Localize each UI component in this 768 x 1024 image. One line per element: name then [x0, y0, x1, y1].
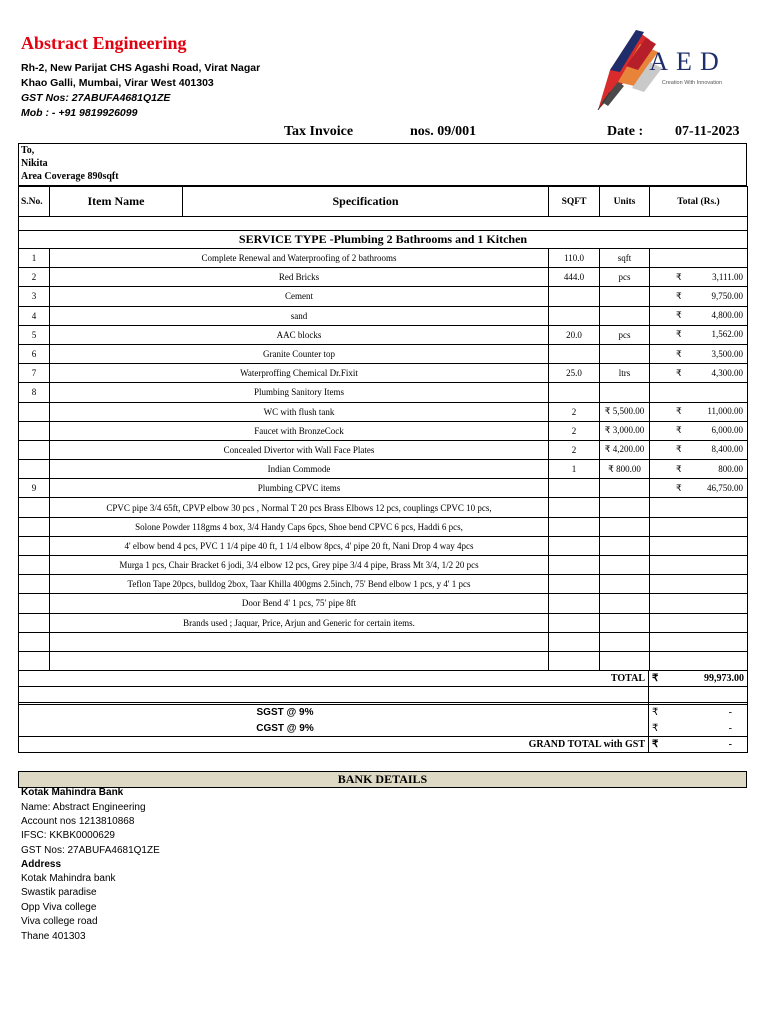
- rupee-symbol: ₹: [652, 673, 659, 684]
- total-row: [19, 671, 748, 687]
- account-name: Name: Abstract Engineering: [21, 802, 146, 813]
- cell-description: WC with flush tank: [50, 402, 549, 421]
- table-row: [19, 556, 748, 575]
- rupee-symbol: ₹: [676, 271, 682, 282]
- cell-qty: 1: [549, 460, 600, 479]
- cell-sno: 3: [19, 287, 50, 306]
- cell-units: [600, 613, 650, 632]
- table-row: [19, 575, 748, 594]
- total-amount: 6,000.00: [711, 425, 743, 436]
- cell-description: Murga 1 pcs, Chair Bracket 6 jodi, 3/4 elbow 12 pcs, Grey pipe 3/4 4 pipe, Brass Mt 3/4, 1/2 20 pcs: [50, 556, 549, 575]
- rupee-symbol: ₹: [676, 367, 682, 378]
- cell-units: ₹ 3,000.00: [600, 421, 650, 440]
- cell-qty: [549, 517, 600, 536]
- cell-units: [600, 479, 650, 498]
- table-row: [19, 383, 748, 402]
- cell-qty: [549, 632, 600, 651]
- header-item-name: Item Name: [50, 187, 183, 217]
- cell-total: [650, 517, 748, 536]
- cell-qty: 2: [549, 440, 600, 459]
- cell-total: [650, 594, 748, 613]
- cell-description: Teflon Tape 20pcs, bulldog 2box, Taar Khilla 400gms 2.5inch, 75' Bend elbow 1 pcs, y 4' 1 pcs: [50, 575, 549, 594]
- cell-sno: [19, 575, 50, 594]
- cell-sno: 8: [19, 383, 50, 402]
- grand-total-value: -: [728, 739, 732, 750]
- cell-units: [600, 632, 650, 651]
- cell-total: [650, 575, 748, 594]
- cell-description: Solone Powder 118gms 4 box, 3/4 Handy Caps 6pcs, Shoe bend CPVC 6 pcs, Haddi 6 pcs,: [50, 517, 549, 536]
- table-row: [19, 402, 748, 421]
- company-logo: [588, 22, 748, 114]
- cell-sno: [19, 421, 50, 440]
- spacer-row: [19, 217, 748, 231]
- invoice-title: Tax Invoice: [284, 124, 354, 139]
- cell-total: [650, 402, 748, 421]
- header-sqft: SQFT: [549, 187, 600, 217]
- items-table: [18, 186, 748, 671]
- rupee-symbol: ₹: [652, 722, 659, 734]
- bank-address-line: Thane 401303: [21, 931, 86, 942]
- bank-gst: GST Nos: 27ABUFA4681Q1ZE: [21, 845, 160, 856]
- service-type-row: [19, 231, 748, 249]
- cell-description: Red Bricks: [50, 268, 549, 287]
- table-row: [19, 268, 748, 287]
- sgst-row: [19, 705, 748, 721]
- total-amount: 3,500.00: [711, 348, 743, 359]
- total-amount: 800.00: [718, 463, 743, 474]
- rupee-symbol: ₹: [676, 290, 682, 301]
- cell-sno: 7: [19, 364, 50, 383]
- cell-total: [650, 536, 748, 555]
- cell-qty: [549, 306, 600, 325]
- total-amount: 11,000.00: [707, 406, 743, 417]
- cell-units: [600, 594, 650, 613]
- address-label: Address: [21, 859, 62, 870]
- rupee-symbol: ₹: [676, 348, 682, 359]
- cell-units: pcs: [600, 325, 650, 344]
- total-amount: 8,400.00: [711, 444, 743, 455]
- cell-qty: 2: [549, 402, 600, 421]
- table-header-row: [19, 187, 748, 217]
- bank-address-line: Viva college road: [21, 916, 98, 927]
- rupee-symbol: ₹: [676, 482, 682, 493]
- cell-qty: 110.0: [549, 249, 600, 268]
- cell-units: ₹ 800.00: [600, 460, 650, 479]
- cell-description: [50, 651, 549, 670]
- cell-total: [650, 249, 748, 268]
- cell-units: ltrs: [600, 364, 650, 383]
- area-coverage: Area Coverage 890sqft: [21, 171, 119, 182]
- table-row: [19, 440, 748, 459]
- table-row: [19, 306, 748, 325]
- grand-total-label: GRAND TOTAL with GST: [19, 737, 649, 753]
- cell-qty: [549, 344, 600, 363]
- cell-units: ₹ 4,200.00: [600, 440, 650, 459]
- cell-qty: [549, 383, 600, 402]
- cell-units: [600, 383, 650, 402]
- cell-total: [650, 632, 748, 651]
- cell-total: [650, 325, 748, 344]
- company-address-line-1: Rh-2, New Parijat CHS Agashi Road, Virat Nagar: [21, 62, 261, 74]
- cell-total: [650, 268, 748, 287]
- cell-sno: [19, 632, 50, 651]
- cell-qty: 444.0: [549, 268, 600, 287]
- cell-qty: 20.0: [549, 325, 600, 344]
- sgst-value: -: [728, 707, 732, 719]
- cell-description: Complete Renewal and Waterproofing of 2 bathrooms: [50, 249, 549, 268]
- total-amount: 4,800.00: [711, 310, 743, 321]
- cell-total: [650, 344, 748, 363]
- table-row: [19, 344, 748, 363]
- table-row: [19, 498, 748, 517]
- blank-row: [19, 687, 748, 703]
- cell-total: [650, 613, 748, 632]
- cell-description: Plumbing Sanitory Items: [50, 383, 549, 402]
- cell-description: Cement: [50, 287, 549, 306]
- cell-sno: [19, 460, 50, 479]
- bank-details-header: BANK DETAILS: [18, 771, 747, 788]
- cell-sno: 2: [19, 268, 50, 287]
- cell-total: [650, 364, 748, 383]
- header-specification: Specification: [183, 187, 549, 217]
- bank-address-line: Opp Viva college: [21, 902, 97, 913]
- cell-sno: 9: [19, 479, 50, 498]
- company-mobile: Mob : - +91 9819926099: [21, 107, 138, 119]
- cell-qty: [549, 479, 600, 498]
- table-row: [19, 421, 748, 440]
- cell-total: [650, 651, 748, 670]
- cell-sno: [19, 556, 50, 575]
- cgst-label: CGST @ 9%: [19, 721, 649, 737]
- cell-total: [650, 479, 748, 498]
- cell-units: [600, 517, 650, 536]
- cell-total: [650, 556, 748, 575]
- cell-description: [50, 632, 549, 651]
- total-label: TOTAL: [19, 671, 649, 687]
- table-row: [19, 594, 748, 613]
- cell-description: Granite Counter top: [50, 344, 549, 363]
- cell-qty: [549, 594, 600, 613]
- table-row: [19, 613, 748, 632]
- cell-description: Faucet with BronzeCock: [50, 421, 549, 440]
- header-units: Units: [600, 187, 650, 217]
- rupee-symbol: ₹: [676, 406, 682, 417]
- cell-qty: 2: [549, 421, 600, 440]
- cell-units: [600, 556, 650, 575]
- cell-units: [600, 536, 650, 555]
- table-row: [19, 287, 748, 306]
- customer-box: [18, 143, 747, 186]
- rupee-symbol: ₹: [652, 739, 659, 750]
- table-row: [19, 325, 748, 344]
- to-label: To,: [21, 145, 35, 156]
- cell-units: [600, 287, 650, 306]
- cell-total: [650, 287, 748, 306]
- table-row: [19, 364, 748, 383]
- cgst-value: -: [728, 722, 732, 734]
- total-amount: 3,111.00: [712, 271, 743, 282]
- cell-description: Waterproffing Chemical Dr.Fixit: [50, 364, 549, 383]
- cell-units: [600, 651, 650, 670]
- cell-total: [650, 440, 748, 459]
- cell-units: [600, 575, 650, 594]
- cell-description: sand: [50, 306, 549, 325]
- table-row: [19, 651, 748, 670]
- cell-qty: [549, 536, 600, 555]
- cell-total: [650, 460, 748, 479]
- cell-description: AAC blocks: [50, 325, 549, 344]
- table-row: [19, 536, 748, 555]
- total-value: 99,973.00: [704, 673, 744, 684]
- cell-description: Indian Commode: [50, 460, 549, 479]
- cell-sno: [19, 498, 50, 517]
- bank-address-line: Kotak Mahindra bank: [21, 873, 116, 884]
- table-row: [19, 517, 748, 536]
- cell-total: [650, 498, 748, 517]
- invoice-number: nos. 09/001: [410, 124, 477, 139]
- cell-sno: [19, 517, 50, 536]
- cell-description: Door Bend 4' 1 pcs, 75' pipe 8ft: [50, 594, 549, 613]
- cell-sno: [19, 536, 50, 555]
- cell-sno: [19, 594, 50, 613]
- cell-units: pcs: [600, 268, 650, 287]
- customer-name: Nikita: [21, 158, 48, 169]
- cell-qty: [549, 651, 600, 670]
- cell-sno: 6: [19, 344, 50, 363]
- total-amount: 46,750.00: [707, 482, 743, 493]
- cell-qty: [549, 575, 600, 594]
- company-name: Abstract Engineering: [21, 33, 187, 53]
- company-address-line-2: Khao Galli, Mumbai, Virar West 401303: [21, 77, 214, 89]
- cell-units: sqft: [600, 249, 650, 268]
- table-row: [19, 249, 748, 268]
- service-type-title: SERVICE TYPE -Plumbing 2 Bathrooms and 1 Kitchen: [19, 231, 748, 249]
- cell-sno: [19, 440, 50, 459]
- logo-tagline: Creation With Innovation: [661, 80, 723, 86]
- cell-units: [600, 344, 650, 363]
- cell-description: 4' elbow bend 4 pcs, PVC 1 1/4 pipe 40 ft, 1 1/4 elbow 8pcs, 4' pipe 20 ft, Nani Drop 4 way 4pcs: [50, 536, 549, 555]
- cell-qty: 25.0: [549, 364, 600, 383]
- cell-total: [650, 421, 748, 440]
- header-total: Total (Rs.): [650, 187, 748, 217]
- table-row: [19, 632, 748, 651]
- cell-sno: [19, 613, 50, 632]
- cell-description: CPVC pipe 3/4 65ft, CPVP elbow 30 pcs , Normal T 20 pcs Brass Elbows 12 pcs, couplings CPVC 10 pcs,: [50, 498, 549, 517]
- header-sno: S.No.: [19, 187, 50, 217]
- cell-units: [600, 306, 650, 325]
- table-row: [19, 460, 748, 479]
- cell-qty: [549, 613, 600, 632]
- cgst-row: [19, 721, 748, 737]
- total-amount: 4,300.00: [711, 367, 743, 378]
- cell-sno: 1: [19, 249, 50, 268]
- cell-total: [650, 306, 748, 325]
- totals-table: [18, 670, 748, 753]
- table-row: [19, 479, 748, 498]
- cell-qty: [549, 498, 600, 517]
- rupee-symbol: ₹: [676, 310, 682, 321]
- total-amount: 1,562.00: [711, 329, 743, 340]
- cell-total: [650, 383, 748, 402]
- grand-total-row: [19, 737, 748, 753]
- bank-name: Kotak Mahindra Bank: [21, 787, 124, 798]
- ifsc-code: IFSC: KKBK0000629: [21, 830, 115, 841]
- rupee-symbol: ₹: [676, 329, 682, 340]
- rupee-symbol: ₹: [652, 707, 659, 719]
- cell-sno: 5: [19, 325, 50, 344]
- cell-sno: [19, 402, 50, 421]
- bank-address-line: Swastik paradise: [21, 887, 97, 898]
- cell-description: Concealed Divertor with Wall Face Plates: [50, 440, 549, 459]
- rupee-symbol: ₹: [676, 463, 682, 474]
- invoice-date: 07-11-2023: [675, 124, 740, 139]
- cell-qty: [549, 556, 600, 575]
- rupee-symbol: ₹: [676, 425, 682, 436]
- date-label: Date :: [607, 124, 644, 139]
- cell-description: Brands used ; Jaquar, Price, Arjun and Generic for certain items.: [50, 613, 549, 632]
- cell-qty: [549, 287, 600, 306]
- company-gst: GST Nos: 27ABUFA4681Q1ZE: [21, 92, 171, 104]
- total-amount: 9,750.00: [711, 290, 743, 301]
- sgst-label: SGST @ 9%: [19, 705, 649, 721]
- cell-sno: 4: [19, 306, 50, 325]
- account-number: Account nos 1213810868: [21, 816, 135, 827]
- cell-description: Plumbing CPVC items: [50, 479, 549, 498]
- logo-letters: AED: [649, 47, 727, 76]
- cell-sno: [19, 651, 50, 670]
- rupee-symbol: ₹: [676, 444, 682, 455]
- cell-units: [600, 498, 650, 517]
- cell-units: ₹ 5,500.00: [600, 402, 650, 421]
